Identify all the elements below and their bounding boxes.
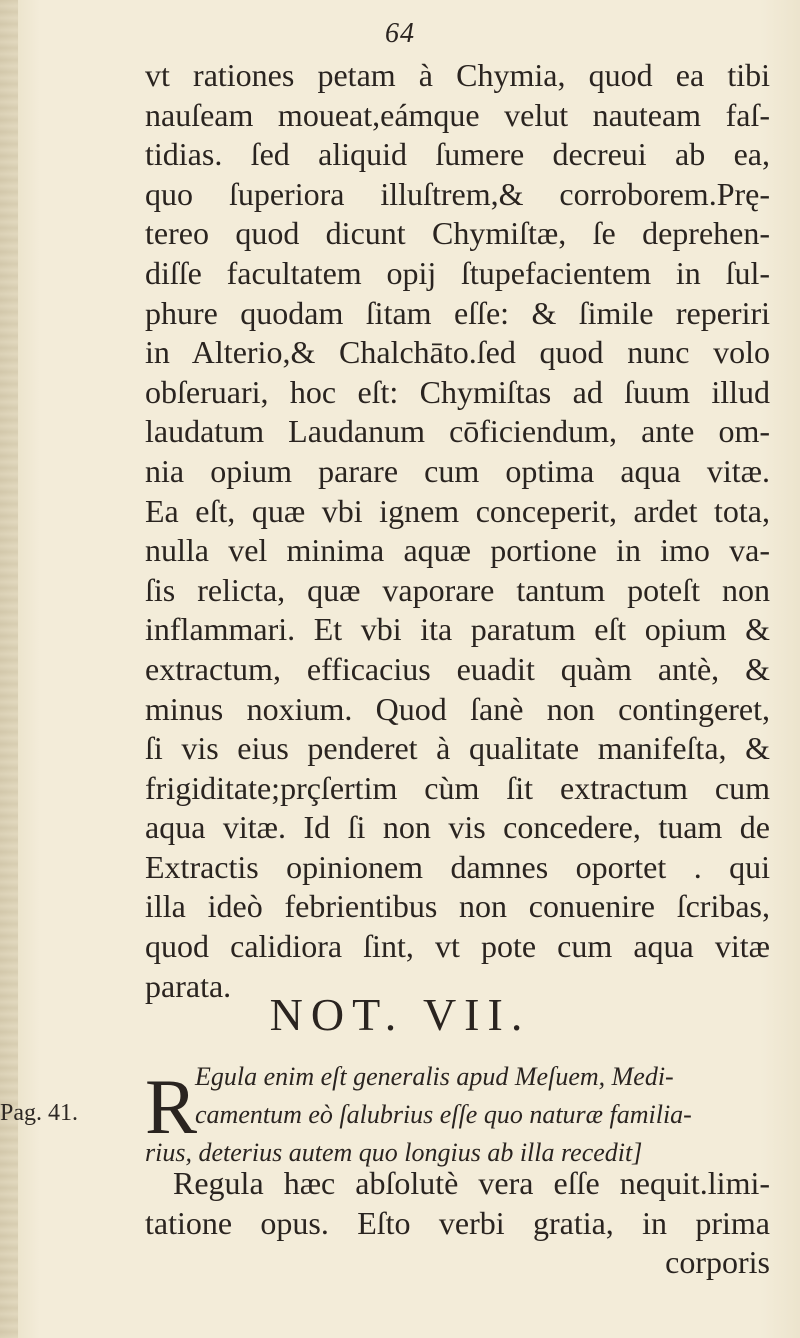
body-text [145,56,770,1006]
text-line: nia opium parare cum optima aqua vitæ. [145,452,770,489]
text-line: quo ſuperiora illuſtrem,& corroborem.Prę- [145,175,770,212]
text-line: quod calidiora ſint, vt pote cum aqua vitæ [145,928,770,965]
text-line: vt rationes petam à Chymia, quod ea tibi [145,57,770,93]
text-line: in Alterio,& Chalchāto.ſed quod nunc volo [145,334,770,371]
text-line: obſeruari, hoc eſt: Chymiſtas ad ſuum illud [145,373,770,410]
text-line: tereo quod dicunt Chymiſtæ, ſe deprehen- [145,215,770,252]
quote-block [145,1058,770,1172]
section-heading: NOT. VII. [269,989,531,1040]
text-line: tidias. ſed aliquid ſumere decreui ab ea, [145,136,770,173]
text-line: tatione opus. Eſto verbi gratia, in prima [145,1204,770,1241]
drop-cap: R [145,1063,198,1150]
text-line: laudatum Laudanum cōficiendum, ante om- [145,413,770,450]
text-line: Extractis opinionem damnes oportet . qui [145,848,770,885]
text-line: extractum, efficacius euadit quàm antè, & [145,650,770,687]
text-line: frigiditate;prçſertim cùm ſit extractum cum [145,769,770,806]
page-binding-edge [0,0,18,1338]
text-line: ſi vis eius penderet à qualitate manifeſta, & [145,730,770,767]
text-line: nulla vel minima aquæ portione in imo va- [145,532,770,569]
quote-line: camentum eò ſalubrius eſſe quo naturæ familia- [195,1100,692,1129]
margin-note: Pag. 41. [0,1100,78,1126]
text-line: inflammari. Et vbi ita paratum eſt opium & [145,611,770,648]
text-line: minus noxium. Quod ſanè non contingeret, [145,690,770,727]
text-line: ſis relicta, quæ vaporare tantum poteſt non [145,571,770,608]
quote-line: Egula enim eſt generalis apud Meſuem, Medi- [195,1062,674,1091]
text-line: phure quodam ſitam eſſe: & ſimile reperiri [145,294,770,331]
text-line: aqua vitæ. Id ſi non vis concedere, tuam de [145,809,770,846]
quote-line: rius, deterius autem quo longius ab illa recedit] [145,1138,643,1167]
catchword: corporis [665,1244,770,1281]
text-line: nauſeam moueat,eámque velut nauteam faſ- [145,96,770,133]
text-line: illa ideò febrientibus non conuenire ſcribas, [145,888,770,925]
after-quote-text [145,1164,770,1283]
text-line: Ea eſt, quæ vbi ignem conceperit, ardet tota, [145,492,770,529]
text-line: Regula hæc abſolutè vera eſſe nequit.limi- [173,1165,770,1201]
text-line: parata. [145,967,232,1004]
text-line: diſſe facultatem opij ſtupefacientem in ſul- [145,254,770,291]
page-number: 64 [385,18,415,49]
